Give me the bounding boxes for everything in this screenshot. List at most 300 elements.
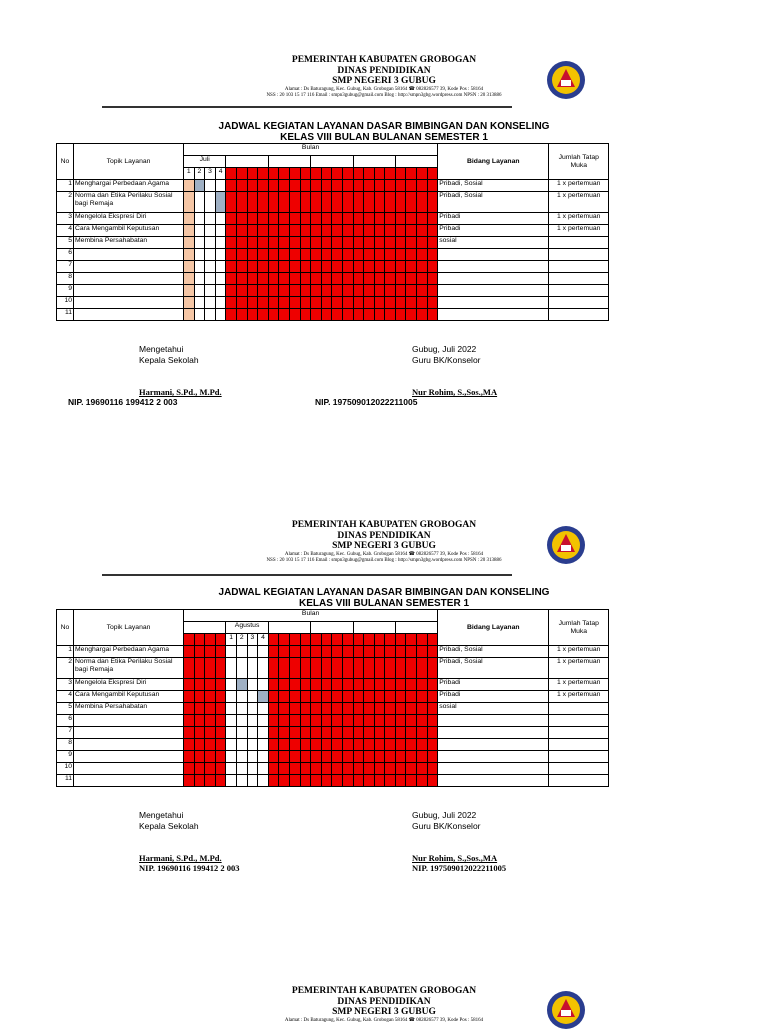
schedule-cell bbox=[374, 297, 385, 309]
letterhead-line2: DINAS PENDIDIKAN bbox=[337, 530, 431, 541]
schedule-cell bbox=[258, 703, 269, 715]
table-row bbox=[57, 180, 609, 192]
week-cell: 3 bbox=[205, 168, 216, 180]
row-bidang: Pribadi, Sosial bbox=[438, 658, 549, 679]
schedule-cell bbox=[184, 192, 195, 213]
row-no: 4 bbox=[57, 225, 74, 237]
counselor-nip: NIP. 197509012022211005 bbox=[412, 863, 507, 873]
schedule-cell bbox=[406, 180, 417, 192]
week-cell bbox=[374, 634, 385, 646]
schedule-cell bbox=[321, 261, 332, 273]
schedule-cell bbox=[395, 297, 406, 309]
schedule-cell bbox=[194, 751, 205, 763]
schedule-cell bbox=[236, 775, 247, 787]
schedule-cell bbox=[364, 703, 375, 715]
schedule-cell bbox=[395, 261, 406, 273]
schedule-cell bbox=[427, 715, 438, 727]
row-no: 7 bbox=[57, 261, 74, 273]
schedule-cell bbox=[364, 297, 375, 309]
schedule-cell bbox=[311, 309, 322, 321]
schedule-cell bbox=[226, 309, 237, 321]
schedule-cell bbox=[194, 237, 205, 249]
schedule-cell bbox=[364, 679, 375, 691]
schedule-cell bbox=[332, 309, 343, 321]
month-cell bbox=[311, 156, 353, 168]
school-emblem-icon bbox=[546, 990, 586, 1030]
table-row bbox=[57, 739, 609, 751]
schedule-cell bbox=[300, 297, 311, 309]
schedule-cell bbox=[427, 691, 438, 703]
schedule-cell bbox=[226, 739, 237, 751]
schedule-cell bbox=[342, 646, 353, 658]
schedule-cell bbox=[258, 775, 269, 787]
schedule-cell bbox=[427, 213, 438, 225]
schedule-cell bbox=[289, 237, 300, 249]
schedule-cell bbox=[364, 309, 375, 321]
week-cell: 1 bbox=[226, 634, 237, 646]
schedule-cell bbox=[374, 213, 385, 225]
week-cell bbox=[417, 634, 428, 646]
schedule-cell bbox=[321, 285, 332, 297]
schedule-cell bbox=[279, 646, 290, 658]
week-cell bbox=[406, 634, 417, 646]
schedule-cell bbox=[385, 727, 396, 739]
row-jumlah bbox=[549, 297, 609, 309]
schedule-cell bbox=[247, 703, 258, 715]
schedule-cell bbox=[205, 775, 216, 787]
schedule-cell bbox=[215, 658, 226, 679]
schedule-cell bbox=[205, 646, 216, 658]
schedule-cell bbox=[364, 285, 375, 297]
week-cell bbox=[247, 168, 258, 180]
schedule-cell bbox=[427, 225, 438, 237]
week-cell bbox=[321, 168, 332, 180]
schedule-cell bbox=[289, 739, 300, 751]
schedule-cell bbox=[353, 249, 364, 261]
schedule-cell bbox=[184, 297, 195, 309]
schedule-cell bbox=[353, 679, 364, 691]
schedule-cell bbox=[385, 691, 396, 703]
col-header-bidang: Bidang Layanan bbox=[438, 610, 549, 646]
headmaster-name: Harmani, S.Pd., M.Pd. bbox=[139, 387, 222, 397]
schedule-cell bbox=[279, 679, 290, 691]
schedule-cell bbox=[258, 261, 269, 273]
schedule-cell bbox=[268, 237, 279, 249]
schedule-cell bbox=[215, 213, 226, 225]
schedule-cell bbox=[268, 225, 279, 237]
schedule-cell bbox=[205, 727, 216, 739]
schedule-cell bbox=[300, 237, 311, 249]
week-cell bbox=[268, 634, 279, 646]
table-row bbox=[57, 309, 609, 321]
schedule-cell bbox=[184, 763, 195, 775]
schedule-cell bbox=[321, 192, 332, 213]
week-cell bbox=[342, 634, 353, 646]
week-cell bbox=[353, 168, 364, 180]
schedule-cell bbox=[226, 658, 237, 679]
table-row bbox=[57, 715, 609, 727]
schedule-cell bbox=[247, 273, 258, 285]
schedule-cell bbox=[321, 691, 332, 703]
schedule-cell bbox=[374, 192, 385, 213]
col-header-topik: Topik Layanan bbox=[74, 610, 184, 646]
schedule-cell bbox=[215, 727, 226, 739]
schedule-cell bbox=[311, 679, 322, 691]
schedule-cell bbox=[247, 727, 258, 739]
schedule-cell bbox=[268, 192, 279, 213]
schedule-cell bbox=[215, 180, 226, 192]
schedule-cell bbox=[385, 703, 396, 715]
schedule-cell bbox=[395, 763, 406, 775]
schedule-cell bbox=[226, 715, 237, 727]
schedule-cell bbox=[258, 192, 269, 213]
schedule-cell bbox=[205, 703, 216, 715]
schedule-cell bbox=[194, 192, 205, 213]
schedule-cell bbox=[374, 261, 385, 273]
schedule-cell bbox=[342, 237, 353, 249]
schedule-cell bbox=[279, 309, 290, 321]
schedule-cell bbox=[353, 751, 364, 763]
schedule-cell bbox=[395, 225, 406, 237]
schedule-cell bbox=[417, 297, 428, 309]
schedule-cell bbox=[342, 715, 353, 727]
schedule-cell bbox=[258, 691, 269, 703]
schedule-cell bbox=[385, 225, 396, 237]
month-cell bbox=[268, 156, 310, 168]
schedule-cell bbox=[215, 309, 226, 321]
schedule-cell bbox=[417, 691, 428, 703]
schedule-cell bbox=[332, 727, 343, 739]
schedule-cell bbox=[279, 297, 290, 309]
schedule-cell bbox=[194, 679, 205, 691]
schedule-cell bbox=[406, 679, 417, 691]
schedule-cell bbox=[311, 715, 322, 727]
letterhead bbox=[160, 55, 608, 99]
schedule-cell bbox=[321, 225, 332, 237]
letterhead-address: Alamat : Ds Baturagung, Kec. Gubug, Kab. Grobogan 58164 ☎ 082826577 39, Kode Pos : 58164 bbox=[284, 1017, 484, 1023]
schedule-cell bbox=[427, 273, 438, 285]
schedule-cell bbox=[427, 751, 438, 763]
schedule-cell bbox=[194, 691, 205, 703]
row-jumlah bbox=[549, 273, 609, 285]
schedule-cell bbox=[300, 739, 311, 751]
schedule-cell bbox=[417, 646, 428, 658]
schedule-cell bbox=[364, 727, 375, 739]
schedule-cell bbox=[374, 703, 385, 715]
row-no: 1 bbox=[57, 180, 74, 192]
schedule-cell bbox=[184, 679, 195, 691]
schedule-cell bbox=[417, 285, 428, 297]
schedule-cell bbox=[184, 225, 195, 237]
schedule-cell bbox=[194, 646, 205, 658]
schedule-cell bbox=[342, 273, 353, 285]
schedule-cell bbox=[395, 739, 406, 751]
schedule-cell bbox=[247, 297, 258, 309]
week-cell bbox=[385, 168, 396, 180]
schedule-cell bbox=[385, 658, 396, 679]
week-cell: 3 bbox=[247, 634, 258, 646]
letterhead-address: Alamat : Ds Baturagung, Kec. Gubug, Kab. Grobogan 58164 ☎ 082826577 39, Kode Pos : 58164 bbox=[284, 551, 484, 557]
schedule-cell bbox=[258, 285, 269, 297]
schedule-cell bbox=[279, 775, 290, 787]
row-jumlah: 1 x pertemuan bbox=[549, 225, 609, 237]
schedule-cell bbox=[236, 180, 247, 192]
schedule-cell bbox=[226, 751, 237, 763]
schedule-cell bbox=[417, 727, 428, 739]
schedule-cell bbox=[395, 691, 406, 703]
headmaster-name: Harmani, S.Pd., M.Pd. bbox=[139, 853, 222, 863]
row-jumlah bbox=[549, 751, 609, 763]
schedule-cell bbox=[194, 261, 205, 273]
schedule-cell bbox=[364, 715, 375, 727]
schedule-cell bbox=[385, 249, 396, 261]
schedule-cell bbox=[342, 727, 353, 739]
table-row bbox=[57, 691, 609, 703]
schedule-cell bbox=[247, 751, 258, 763]
schedule-cell bbox=[374, 646, 385, 658]
row-topik: Mengelola Ekspresi Diri bbox=[74, 679, 184, 691]
schedule-cell bbox=[247, 249, 258, 261]
row-bidang: sosial bbox=[438, 703, 549, 715]
schedule-cell bbox=[268, 249, 279, 261]
month-cell bbox=[226, 156, 268, 168]
letterhead bbox=[160, 986, 608, 1024]
schedule-cell bbox=[215, 237, 226, 249]
schedule-cell bbox=[353, 763, 364, 775]
schedule-cell bbox=[215, 763, 226, 775]
schedule-cell bbox=[406, 763, 417, 775]
schedule-cell bbox=[364, 261, 375, 273]
schedule-cell bbox=[311, 180, 322, 192]
schedule-cell bbox=[289, 213, 300, 225]
schedule-cell bbox=[268, 751, 279, 763]
schedule-cell bbox=[279, 703, 290, 715]
schedule-cell bbox=[427, 285, 438, 297]
letterhead-line1: PEMERINTAH KABUPATEN GROBOGAN bbox=[291, 520, 477, 530]
schedule-cell bbox=[417, 249, 428, 261]
schedule-cell bbox=[417, 775, 428, 787]
schedule-title bbox=[100, 587, 668, 609]
schedule-cell bbox=[342, 192, 353, 213]
schedule-cell bbox=[205, 691, 216, 703]
schedule-cell bbox=[236, 739, 247, 751]
week-cell bbox=[289, 168, 300, 180]
schedule-cell bbox=[364, 691, 375, 703]
row-topik bbox=[74, 751, 184, 763]
row-jumlah bbox=[549, 261, 609, 273]
schedule-cell bbox=[205, 309, 216, 321]
week-cell bbox=[332, 634, 343, 646]
schedule-cell bbox=[406, 739, 417, 751]
schedule-cell bbox=[374, 763, 385, 775]
schedule-cell bbox=[215, 192, 226, 213]
schedule-cell bbox=[279, 715, 290, 727]
schedule-cell bbox=[268, 739, 279, 751]
schedule-cell bbox=[321, 715, 332, 727]
row-no: 9 bbox=[57, 751, 74, 763]
schedule-cell bbox=[279, 249, 290, 261]
schedule-cell bbox=[194, 775, 205, 787]
week-cell bbox=[364, 634, 375, 646]
schedule-cell bbox=[406, 261, 417, 273]
schedule-cell bbox=[427, 658, 438, 679]
week-cell bbox=[205, 634, 216, 646]
sign-right-label2: Guru BK/Konselor bbox=[412, 821, 481, 831]
row-topik: Membina Persahabatan bbox=[74, 237, 184, 249]
schedule-cell bbox=[194, 249, 205, 261]
schedule-cell bbox=[364, 180, 375, 192]
row-jumlah bbox=[549, 727, 609, 739]
week-cell: 1 bbox=[184, 168, 195, 180]
schedule-cell bbox=[205, 658, 216, 679]
schedule-cell bbox=[353, 273, 364, 285]
schedule-cell bbox=[279, 751, 290, 763]
schedule-cell bbox=[417, 192, 428, 213]
col-header-no: No bbox=[57, 144, 74, 180]
letterhead-line2: DINAS PENDIDIKAN bbox=[337, 65, 431, 76]
letterhead-line3: SMP NEGERI 3 GUBUG bbox=[332, 76, 436, 86]
week-cell bbox=[395, 168, 406, 180]
schedule-cell bbox=[247, 763, 258, 775]
schedule-cell bbox=[289, 775, 300, 787]
schedule-cell bbox=[311, 297, 322, 309]
schedule-cell bbox=[395, 679, 406, 691]
week-cell bbox=[194, 634, 205, 646]
letterhead-line3: SMP NEGERI 3 GUBUG bbox=[332, 541, 436, 551]
schedule-cell bbox=[194, 715, 205, 727]
schedule-cell bbox=[236, 727, 247, 739]
schedule-cell bbox=[289, 658, 300, 679]
schedule-cell bbox=[289, 691, 300, 703]
schedule-cell bbox=[321, 679, 332, 691]
schedule-cell bbox=[226, 225, 237, 237]
schedule-cell bbox=[236, 763, 247, 775]
schedule-cell bbox=[184, 775, 195, 787]
row-no: 2 bbox=[57, 192, 74, 213]
schedule-cell bbox=[226, 237, 237, 249]
table-row bbox=[57, 285, 609, 297]
schedule-cell bbox=[332, 715, 343, 727]
schedule-cell bbox=[300, 691, 311, 703]
week-cell bbox=[353, 634, 364, 646]
schedule-cell bbox=[395, 180, 406, 192]
table-row bbox=[57, 261, 609, 273]
schedule-cell bbox=[374, 273, 385, 285]
schedule-cell bbox=[321, 658, 332, 679]
schedule-cell bbox=[427, 679, 438, 691]
schedule-cell bbox=[215, 261, 226, 273]
schedule-cell bbox=[353, 309, 364, 321]
schedule-cell bbox=[289, 763, 300, 775]
schedule-cell bbox=[374, 237, 385, 249]
row-no: 5 bbox=[57, 237, 74, 249]
schedule-cell bbox=[395, 237, 406, 249]
schedule-cell bbox=[279, 192, 290, 213]
schedule-cell bbox=[268, 679, 279, 691]
table-row bbox=[57, 646, 609, 658]
schedule-cell bbox=[353, 727, 364, 739]
schedule-cell bbox=[258, 309, 269, 321]
schedule-cell bbox=[215, 646, 226, 658]
row-jumlah: 1 x pertemuan bbox=[549, 691, 609, 703]
schedule-cell bbox=[205, 297, 216, 309]
schedule-cell bbox=[332, 237, 343, 249]
row-topik bbox=[74, 249, 184, 261]
schedule-cell bbox=[353, 297, 364, 309]
month-cell bbox=[353, 622, 395, 634]
schedule-cell bbox=[353, 213, 364, 225]
col-header-bidang: Bidang Layanan bbox=[438, 144, 549, 180]
schedule-cell bbox=[385, 751, 396, 763]
schedule-cell bbox=[258, 180, 269, 192]
schedule-cell bbox=[417, 715, 428, 727]
schedule-cell bbox=[417, 225, 428, 237]
letterhead-line2: DINAS PENDIDIKAN bbox=[337, 996, 431, 1007]
schedule-cell bbox=[205, 739, 216, 751]
schedule-table bbox=[56, 609, 609, 787]
schedule-cell bbox=[236, 213, 247, 225]
counselor-nip: NIP. 197509012022211005 bbox=[315, 397, 418, 407]
schedule-cell bbox=[406, 192, 417, 213]
schedule-cell bbox=[395, 751, 406, 763]
schedule-cell bbox=[364, 225, 375, 237]
schedule-cell bbox=[374, 309, 385, 321]
week-cell bbox=[332, 168, 343, 180]
schedule-cell bbox=[364, 249, 375, 261]
schedule-cell bbox=[321, 775, 332, 787]
row-bidang bbox=[438, 727, 549, 739]
schedule-cell bbox=[395, 285, 406, 297]
schedule-cell bbox=[300, 763, 311, 775]
row-jumlah: 1 x pertemuan bbox=[549, 180, 609, 192]
schedule-cell bbox=[194, 658, 205, 679]
schedule-cell bbox=[194, 739, 205, 751]
schedule-cell bbox=[215, 751, 226, 763]
row-bidang: Pribadi bbox=[438, 213, 549, 225]
schedule-cell bbox=[342, 763, 353, 775]
schedule-cell bbox=[268, 715, 279, 727]
schedule-cell bbox=[258, 679, 269, 691]
schedule-cell bbox=[226, 679, 237, 691]
row-bidang: Pribadi bbox=[438, 679, 549, 691]
schedule-cell bbox=[258, 715, 269, 727]
headmaster-nip: NIP. 19690116 199412 2 003 bbox=[139, 863, 240, 873]
schedule-cell bbox=[289, 703, 300, 715]
schedule-cell bbox=[332, 225, 343, 237]
month-cell: Agustus bbox=[226, 622, 268, 634]
schedule-cell bbox=[215, 715, 226, 727]
schedule-cell bbox=[184, 751, 195, 763]
row-bidang bbox=[438, 249, 549, 261]
schedule-cell bbox=[226, 261, 237, 273]
row-bidang bbox=[438, 309, 549, 321]
schedule-cell bbox=[205, 679, 216, 691]
row-topik: Membina Persahabatan bbox=[74, 703, 184, 715]
schedule-cell bbox=[427, 261, 438, 273]
row-no: 4 bbox=[57, 691, 74, 703]
schedule-cell bbox=[385, 180, 396, 192]
schedule-cell bbox=[236, 679, 247, 691]
table-row bbox=[57, 703, 609, 715]
schedule-cell bbox=[374, 225, 385, 237]
schedule-cell bbox=[342, 658, 353, 679]
schedule-cell bbox=[342, 285, 353, 297]
schedule-cell bbox=[385, 679, 396, 691]
schedule-cell bbox=[311, 225, 322, 237]
schedule-cell bbox=[353, 180, 364, 192]
schedule-cell bbox=[321, 703, 332, 715]
schedule-cell bbox=[300, 775, 311, 787]
